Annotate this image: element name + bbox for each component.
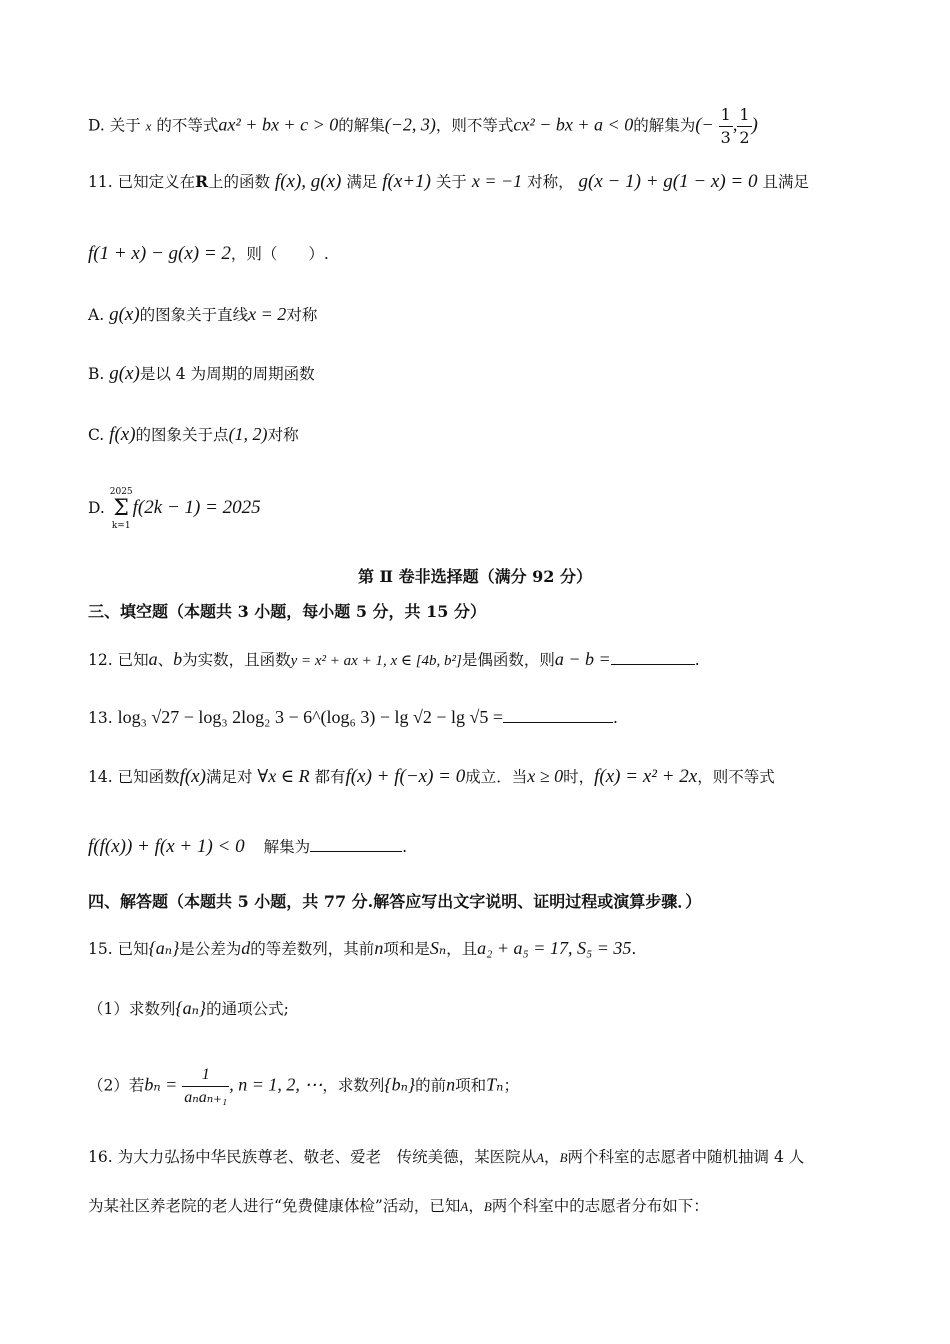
fraction-one-half: $\frac{1}{2}$ xyxy=(739,105,750,147)
section3-title: 三、填空题（本题共 3 小题，每小题 5 分，共 15 分） xyxy=(88,602,486,621)
q11-stem-line1: 11. 已知定义在R上的函数 f(x), g(x) 满足 f(x+1) 关于 x = −1 对称， g(x − 1) + g(1 − x) = 0 且满足 xyxy=(88,171,809,192)
q12: 12. 已知a、b为实数，且函数y = x² + ax + 1, x ∈ [4b, b²]是偶函数，则a − b = . xyxy=(88,649,700,669)
part2-title: 第 Ⅱ 卷非选择题（满分 92 分） xyxy=(357,567,593,586)
q12-answer-blank[interactable] xyxy=(611,648,695,665)
q15-stem: 15. 已知{aₙ}是公差为d的等差数列，其前n项和是Sₙ，且a₂ + a₅ = 17, S₅ = 35. xyxy=(88,938,637,958)
q11-option-d: D. 2025 Σ k=1 f(2k − 1) = 2025 xyxy=(88,487,261,531)
q15-part1: （1）求数列{aₙ}的通项公式; xyxy=(88,998,289,1018)
summation-symbol: 2025 Σ k=1 xyxy=(109,487,133,531)
q13-answer-blank[interactable] xyxy=(503,706,613,723)
fraction-bn: $\frac{1}{\text{aₙaₙ₊₁}}$ xyxy=(184,1066,228,1106)
q14-line2: f(f(x)) + f(x + 1) < 0 解集为 . xyxy=(88,836,408,857)
q16-line1: 16. 为大力弘扬中华民族尊老、敬老、爱老 传统美德，某医院从A，B两个科室的志愿者中随机抽调 4 人 xyxy=(88,1148,805,1166)
q14-answer-blank[interactable] xyxy=(310,835,402,852)
q15-part2: （2）若bₙ = $\frac{1}{\text{aₙaₙ₊₁}}$ , n = 1, 2, ⋯，求数列{bₙ}的前n项和Tₙ； xyxy=(88,1064,890,1109)
q11-option-c: C. f(x)的图象关于点(1, 2)对称 xyxy=(88,424,299,445)
q11-stem-line2: f(1 + x) − g(x) = 2，则（ ）. xyxy=(88,243,329,264)
section4-title: 四、解答题（本题共 5 小题，共 77 分.解答应写出文字说明、证明过程或演算步骤．） xyxy=(88,892,702,911)
q16-line2: 为某社区养老院的老人进行“免费健康体检”活动，已知A，B两个科室中的志愿者分布如下： xyxy=(88,1197,709,1215)
fraction-one-third: $\frac{1}{3}$ xyxy=(720,105,731,147)
q11-option-b: B. g(x)是以 4 为周期的周期函数 xyxy=(88,363,315,384)
q13: 13. log₃ √27 − log₃ 2log₂ 3 − 6^(log₆ 3) − lg √2 − lg √5 = . xyxy=(88,707,618,727)
q10-option-d: D. 关于 x 的不等式ax² + bx + c > 0的解集(−2, 3)，则不等式cx² − bx + a < 0的解集为(− $\frac{1}{3}$ , $\frac{1}{2}$ ) xyxy=(88,105,758,147)
q11-option-a: A. g(x)的图象关于直线x = 2对称 xyxy=(88,304,318,325)
q14-line1: 14. 已知函数f(x)满足对 ∀x ∈ R 都有f(x) + f(−x) = 0成立．当x ≥ 0时，f(x) = x² + 2x，则不等式 xyxy=(88,766,775,787)
